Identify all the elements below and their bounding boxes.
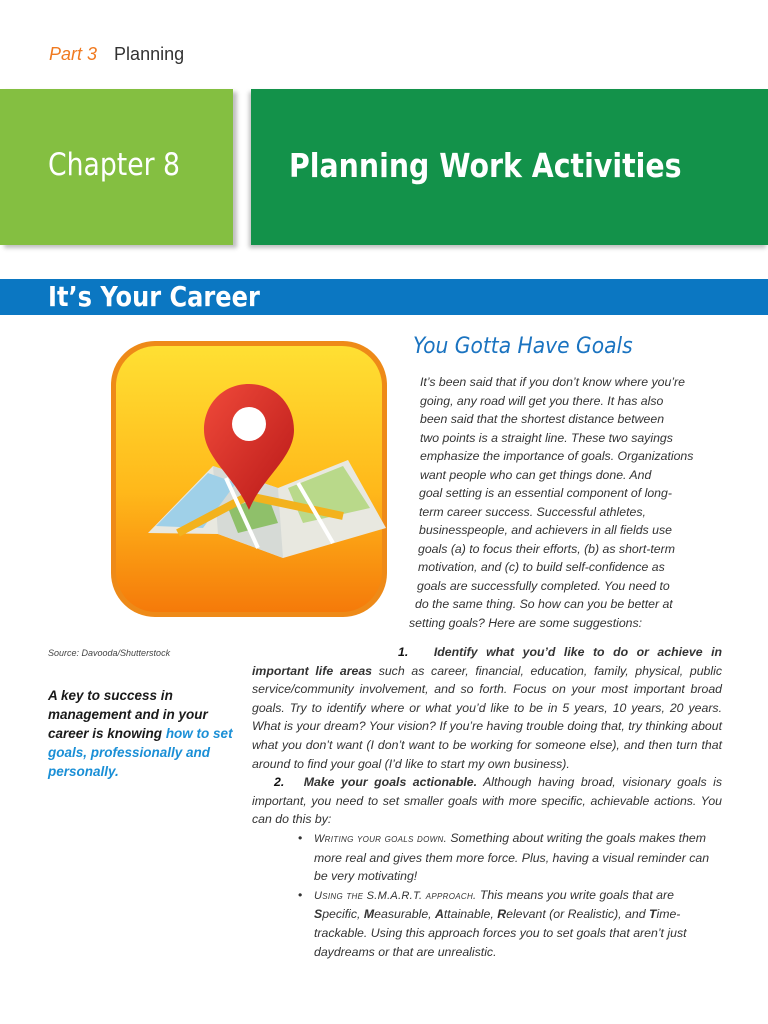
intro-line: It’s been said that if you don’t know where you’re bbox=[420, 375, 685, 389]
intro-line: term career success. Successful athletes, bbox=[419, 505, 646, 519]
list-item bbox=[252, 829, 722, 886]
bullet-list bbox=[252, 829, 722, 961]
smart-t: T bbox=[648, 907, 657, 922]
item-1-lead: Identify what you’d like to do or achieve in important life areas bbox=[252, 645, 723, 678]
chapter-title: Planning Work Activities bbox=[289, 146, 682, 185]
item-1-text: such as career, financial, education, family, physical, public service/community involvement, and so forth. Focus on your most important broad goals. Try to identify where or what you’d like to be in 5 years, 10 years, 20 years. What is your dream? Your vision? If you’re having trouble doing that, try thinking about what you don’t want (I don’t want to be working for someone else), and then turn that around to find your goal (I’d like to start my own business). bbox=[252, 663, 722, 771]
intro-line: want people who can get things done. And bbox=[420, 468, 652, 482]
image-credit: Source: Davooda/Shutterstock bbox=[48, 648, 171, 658]
bullet-2-label: Using the S.M.A.R.T. approach. bbox=[314, 889, 477, 902]
sidebar-callout bbox=[48, 686, 233, 781]
bullet-icon: • bbox=[298, 830, 303, 845]
item-2-text: Although having broad, visionary goals is important, you need to set smaller goals with more specific, achievable actions. You can do this by: bbox=[252, 775, 723, 827]
sidebar-end: . bbox=[115, 764, 119, 779]
smart-t-rest: ime-trackable. Using this approach forces you to set goals that aren’t just daydreams or that are unrealistic. bbox=[314, 907, 687, 959]
smart-r: R bbox=[497, 907, 507, 922]
intro-line: setting goals? Here are some suggestions: bbox=[409, 616, 643, 630]
intro-line: do the same thing. So how can you be better at bbox=[415, 597, 673, 611]
smart-r-rest: elevant (or Realistic), and bbox=[506, 907, 649, 922]
item-2-number: 2. bbox=[274, 775, 285, 790]
sidebar-highlight: how to set goals, professionally and personally bbox=[48, 726, 233, 779]
career-banner-text: It’s Your Career bbox=[48, 280, 260, 313]
section-label: Planning bbox=[114, 44, 185, 64]
bullet-1-label: Writing your goals down. bbox=[314, 832, 447, 845]
intro-line: goals are successfully completed. You need to bbox=[417, 579, 670, 593]
smart-a-rest: ttainable, bbox=[443, 907, 498, 922]
article-title: You Gotta Have Goals bbox=[413, 334, 633, 359]
bullet-icon: • bbox=[298, 887, 303, 902]
smart-s: S bbox=[314, 907, 323, 922]
smart-m-rest: easurable, bbox=[374, 907, 435, 922]
item-2-lead: Make your goals actionable. bbox=[303, 775, 478, 790]
item-1-number: 1. bbox=[398, 645, 409, 659]
article-body bbox=[252, 643, 722, 961]
intro-line: goal setting is an essential component of long- bbox=[419, 486, 672, 500]
list-item bbox=[252, 886, 722, 961]
smart-a: A bbox=[435, 907, 444, 922]
bullet-2-text: This means you write goals that are bbox=[476, 887, 674, 902]
intro-line: emphasize the importance of goals. Organizations bbox=[420, 449, 694, 463]
item-2 bbox=[252, 773, 722, 829]
smart-m: M bbox=[363, 907, 375, 922]
intro-line: businesspeople, and achievers in all fields use bbox=[419, 523, 672, 537]
intro-line: motivation, and (c) to build self-confidence as bbox=[418, 560, 665, 574]
intro-line: been said that the shortest distance between bbox=[420, 412, 665, 426]
item-1 bbox=[252, 643, 722, 773]
bullet-1-text: Something about writing the goals makes them more real and gives them more force. Plus, having a visual reminder can be very motivating! bbox=[314, 830, 710, 884]
intro-line: two points is a straight line. These two sayings bbox=[420, 431, 673, 445]
sidebar-text: A key to success in management and in your career is knowing bbox=[48, 688, 208, 741]
part-label: Part 3 bbox=[49, 44, 98, 64]
intro-line: goals (a) to focus their efforts, (b) as short-term bbox=[418, 542, 675, 556]
smart-s-rest: pecific, bbox=[322, 907, 364, 922]
intro-line: going, any road will get you there. It has also bbox=[420, 394, 664, 408]
chapter-label: Chapter 8 bbox=[48, 147, 181, 183]
